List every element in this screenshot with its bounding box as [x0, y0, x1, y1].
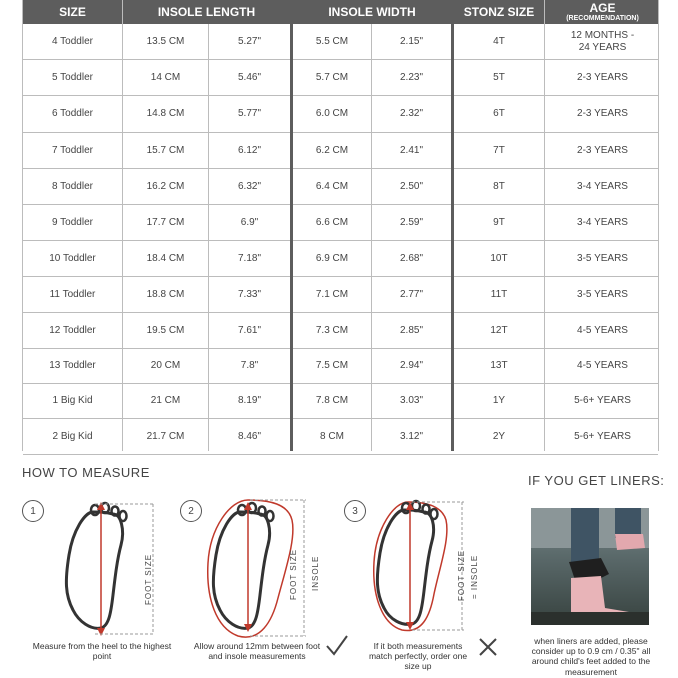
cell-size: 11 Toddler	[49, 288, 96, 300]
cell-wid-cm: 7.5 CM	[315, 360, 349, 372]
cell-wid-cm: 6.0 CM	[315, 108, 349, 120]
cell-len-cm: 18.8 CM	[146, 288, 185, 300]
cell-stonz: 2Y	[492, 430, 506, 442]
cell-len-cm: 21.7 CM	[146, 430, 185, 442]
cell-stonz: 5T	[493, 71, 505, 83]
header-stonz-size: STONZ SIZE	[463, 5, 535, 19]
cell-len-cm: 19.5 CM	[146, 324, 185, 336]
cell-age: 5-6+ YEARS	[574, 395, 631, 407]
header-insole-length: INSOLE LENGTH	[157, 5, 256, 19]
cell-len-cm: 14 CM	[150, 71, 181, 83]
boot-illustration	[531, 508, 649, 625]
cell-len-in: 6.12"	[237, 144, 261, 156]
table-row	[23, 277, 658, 313]
cell-len-cm: 14.8 CM	[146, 108, 185, 120]
cell-len-cm: 17.7 CM	[146, 216, 185, 228]
cell-size: 12 Toddler	[49, 324, 96, 336]
cell-wid-in: 2.23"	[399, 71, 423, 83]
table-row	[23, 205, 658, 241]
cell-size: 5 Toddler	[52, 71, 93, 83]
cell-size: 1 Big Kid	[52, 395, 93, 407]
cell-size: 13 Toddler	[49, 360, 96, 372]
cell-age: 2-3 YEARS	[577, 108, 628, 120]
cell-wid-in: 2.94"	[399, 360, 423, 372]
cell-stonz: 10T	[490, 252, 508, 264]
foot-size-label: FOOT SIZE	[289, 548, 298, 600]
cell-len-in: 5.46"	[237, 71, 261, 83]
cell-wid-cm: 7.1 CM	[315, 288, 349, 300]
cell-wid-cm: 7.3 CM	[315, 324, 349, 336]
foot-size-label: FOOT SIZE	[144, 553, 153, 605]
cell-wid-cm: 6.6 CM	[315, 216, 349, 228]
cell-wid-in: 2.15"	[399, 35, 423, 47]
cell-age: 4-5 YEARS	[577, 324, 628, 336]
cell-wid-in: 3.12"	[399, 430, 423, 442]
cell-len-in: 5.27"	[237, 35, 261, 47]
cell-wid-cm: 6.2 CM	[315, 144, 349, 156]
cell-len-in: 8.46"	[237, 430, 261, 442]
cell-len-in: 7.61"	[237, 324, 261, 336]
cell-stonz: 7T	[493, 144, 505, 156]
step-3-caption: If it both measurements match perfectly, order one size up	[368, 641, 468, 672]
check-icon	[325, 634, 349, 656]
column-divider	[122, 0, 123, 451]
cell-len-in: 6.9"	[240, 216, 259, 228]
cell-wid-in: 2.50"	[399, 180, 423, 192]
table-row	[23, 60, 658, 96]
header-size: SIZE	[59, 5, 86, 19]
cell-stonz: 4T	[493, 35, 505, 47]
cell-wid-cm: 6.9 CM	[315, 252, 349, 264]
cell-len-in: 5.77"	[237, 108, 261, 120]
column-divider	[290, 0, 293, 451]
table-row	[23, 169, 658, 205]
cell-len-in: 8.19"	[237, 395, 261, 407]
cell-age: 3-5 YEARS	[577, 288, 628, 300]
cell-stonz: 6T	[493, 108, 505, 120]
foot-3-illustration	[368, 498, 466, 638]
table-row	[23, 241, 658, 277]
cell-wid-cm: 5.5 CM	[315, 35, 349, 47]
table-row	[23, 24, 658, 60]
cell-stonz: 11T	[490, 288, 508, 300]
cell-stonz: 13T	[490, 360, 508, 372]
header-insole-width: INSOLE WIDTH	[328, 5, 416, 19]
cell-wid-in: 2.77"	[399, 288, 423, 300]
column-divider	[451, 0, 454, 451]
cell-age: 3-5 YEARS	[577, 252, 628, 264]
cell-age: 3-4 YEARS	[577, 216, 628, 228]
table-row	[23, 349, 658, 384]
step-3-number: 3	[344, 500, 366, 522]
cell-age: 2-3 YEARS	[577, 71, 628, 83]
cell-size: 8 Toddler	[52, 180, 93, 192]
cell-age: 12 MONTHS - 24 YEARS	[570, 30, 635, 53]
cell-stonz: 12T	[490, 324, 508, 336]
cell-wid-in: 2.59"	[399, 216, 423, 228]
cell-stonz: 8T	[493, 180, 505, 192]
table-row	[23, 419, 658, 455]
cell-wid-in: 2.41"	[399, 144, 423, 156]
cell-size: 6 Toddler	[52, 108, 93, 120]
cell-size: 7 Toddler	[52, 144, 93, 156]
header-age	[545, 0, 660, 24]
cell-len-in: 7.33"	[237, 288, 261, 300]
cell-len-in: 7.18"	[237, 252, 261, 264]
step-1-caption: Measure from the heel to the highest point	[32, 641, 172, 662]
column-divider	[371, 24, 372, 451]
cell-len-cm: 21 CM	[150, 395, 181, 407]
step-2-caption: Allow around 12mm between foot and insole measurements	[193, 641, 321, 662]
cell-len-in: 6.32"	[237, 180, 261, 192]
cell-len-cm: 18.4 CM	[146, 252, 185, 264]
step-2-number: 2	[180, 500, 202, 522]
table-row	[23, 384, 658, 419]
cell-size: 2 Big Kid	[52, 430, 93, 442]
cell-len-cm: 15.7 CM	[146, 144, 185, 156]
cell-age: 4-5 YEARS	[577, 360, 628, 372]
column-divider	[208, 24, 209, 451]
table-row	[23, 96, 658, 133]
liners-caption: when liners are added, please consider up to 0.9 cm / 0.35" all around child's feet added to the measurement	[531, 636, 651, 677]
liners-heading: IF YOU GET LINERS:	[528, 473, 665, 488]
cell-len-in: 7.8"	[240, 360, 259, 372]
foot-size-label: FOOT SIZE	[457, 549, 466, 601]
cell-age: 3-4 YEARS	[577, 180, 628, 192]
cell-size: 4 Toddler	[52, 35, 93, 47]
insole-label: = INSOLE	[470, 554, 479, 600]
header-age-sublabel: (RECOMMENDATION)	[566, 15, 639, 22]
cell-wid-in: 3.03"	[399, 395, 423, 407]
cell-wid-cm: 6.4 CM	[315, 180, 349, 192]
cell-wid-cm: 7.8 CM	[315, 395, 349, 407]
cell-wid-cm: 8 CM	[320, 430, 344, 442]
cell-wid-in: 2.68"	[399, 252, 423, 264]
cell-size: 9 Toddler	[52, 216, 93, 228]
insole-label: INSOLE	[311, 555, 320, 591]
liner-boot-photo	[531, 508, 649, 625]
cell-stonz: 9T	[493, 216, 505, 228]
cell-len-cm: 13.5 CM	[146, 35, 185, 47]
cross-icon	[478, 637, 498, 657]
cell-wid-cm: 5.7 CM	[315, 71, 349, 83]
step-1-number: 1	[22, 500, 44, 522]
table-row	[23, 313, 658, 349]
cell-age: 5-6+ YEARS	[574, 430, 631, 442]
how-to-measure-heading: HOW TO MEASURE	[22, 465, 150, 480]
table-header	[23, 0, 658, 24]
cell-age: 2-3 YEARS	[577, 144, 628, 156]
size-chart-table	[22, 0, 659, 451]
cell-len-cm: 20 CM	[150, 360, 181, 372]
column-divider	[544, 0, 545, 451]
cell-size: 10 Toddler	[49, 252, 96, 264]
cell-stonz: 1Y	[492, 395, 506, 407]
cell-len-cm: 16.2 CM	[146, 180, 185, 192]
cell-wid-in: 2.32"	[399, 108, 423, 120]
header-age-label: AGE	[589, 1, 616, 15]
cell-wid-in: 2.85"	[399, 324, 423, 336]
table-row	[23, 133, 658, 169]
